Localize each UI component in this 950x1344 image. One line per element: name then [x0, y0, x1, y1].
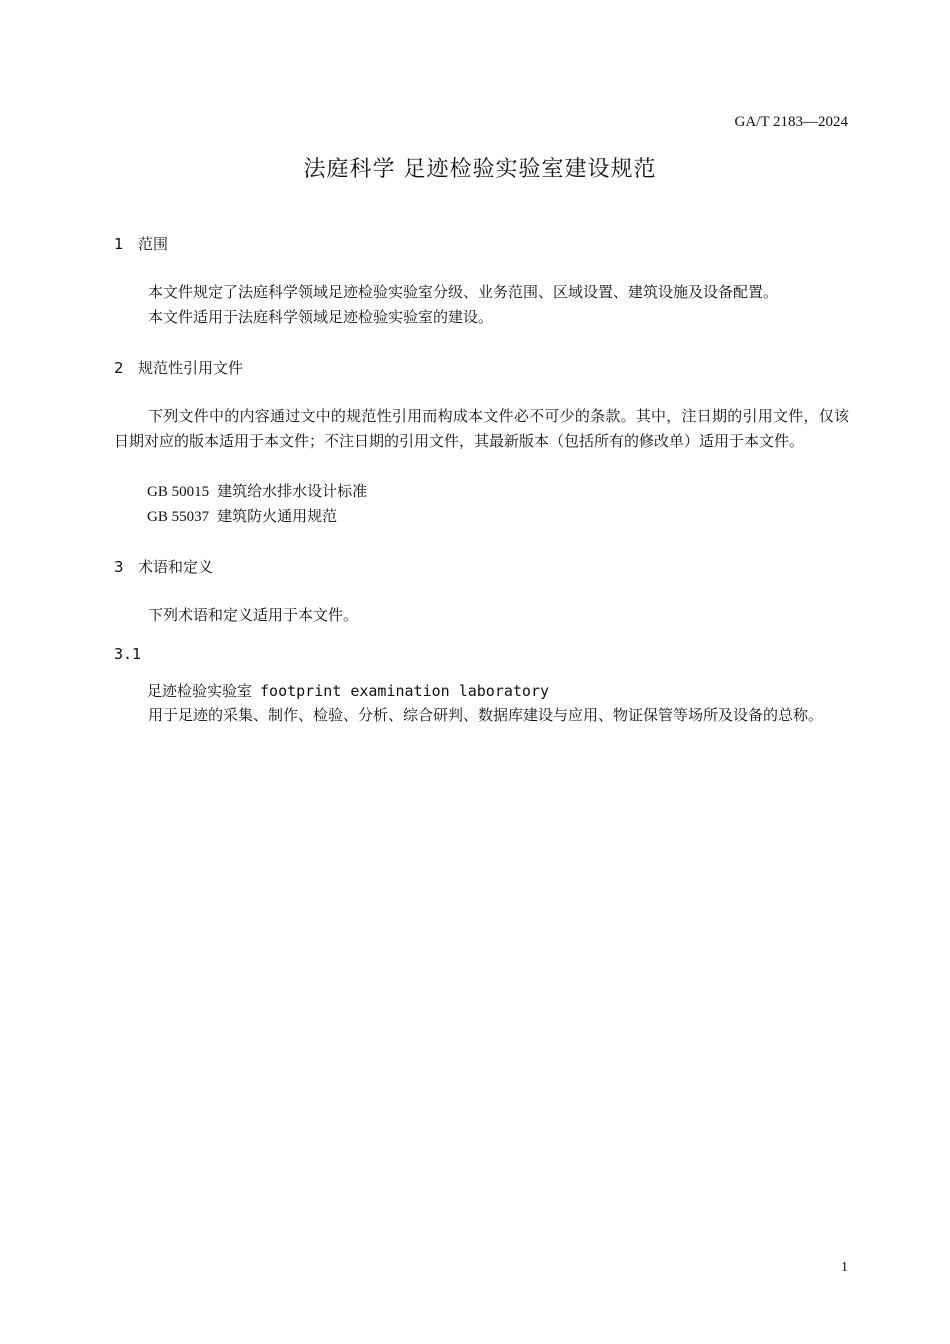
section-heading-scope	[114, 233, 168, 254]
page-number: 1	[841, 1260, 848, 1275]
term-entry	[147, 680, 549, 701]
term-definition: 用于足迹的采集、制作、检验、分析、综合研判、数据库建设与应用、物证保管等场所及设备的总称。	[148, 706, 824, 724]
document-title: 法庭科学 足迹检验实验室建设规范	[303, 157, 657, 182]
section-heading-normative-references	[114, 357, 243, 378]
paragraph: 下列术语和定义适用于本文件。	[148, 606, 359, 624]
paragraph: 本文件规定了法庭科学领域足迹检验实验室分级、业务范围、区域设置、建筑设施及设备配置。	[148, 283, 779, 301]
paragraph: 下列文件中的内容通过文中的规范性引用而构成本文件必不可少的条款。其中，注日期的引用文件，仅该日期对应的版本适用于本文件；不注日期的引用文件，其最新版本（包括所有的修改单）适用于本文件。	[114, 407, 849, 450]
term-number: 3.1	[114, 645, 142, 663]
section-number: 1	[114, 235, 124, 253]
paragraph: 本文件适用于法庭科学领域足迹检验实验室的建设。	[148, 308, 494, 326]
reference-code: GB 50015	[147, 484, 210, 500]
reference-name: 建筑防火通用规范	[217, 507, 338, 525]
reference-item	[147, 505, 337, 526]
section-number: 3	[114, 558, 124, 576]
standard-code: GA/T 2183—2024	[734, 114, 848, 130]
section-title: 范围	[138, 235, 169, 253]
reference-code: GB 55037	[147, 509, 210, 525]
section-title: 术语和定义	[138, 558, 214, 576]
reference-name: 建筑给水排水设计标准	[217, 482, 368, 500]
term-zh: 足迹检验实验室	[147, 682, 253, 700]
term-en: footprint examination laboratory	[260, 682, 549, 700]
section-title: 规范性引用文件	[138, 359, 244, 377]
section-heading-terms-definitions	[114, 556, 213, 577]
section-number: 2	[114, 359, 124, 377]
reference-item	[147, 480, 367, 501]
